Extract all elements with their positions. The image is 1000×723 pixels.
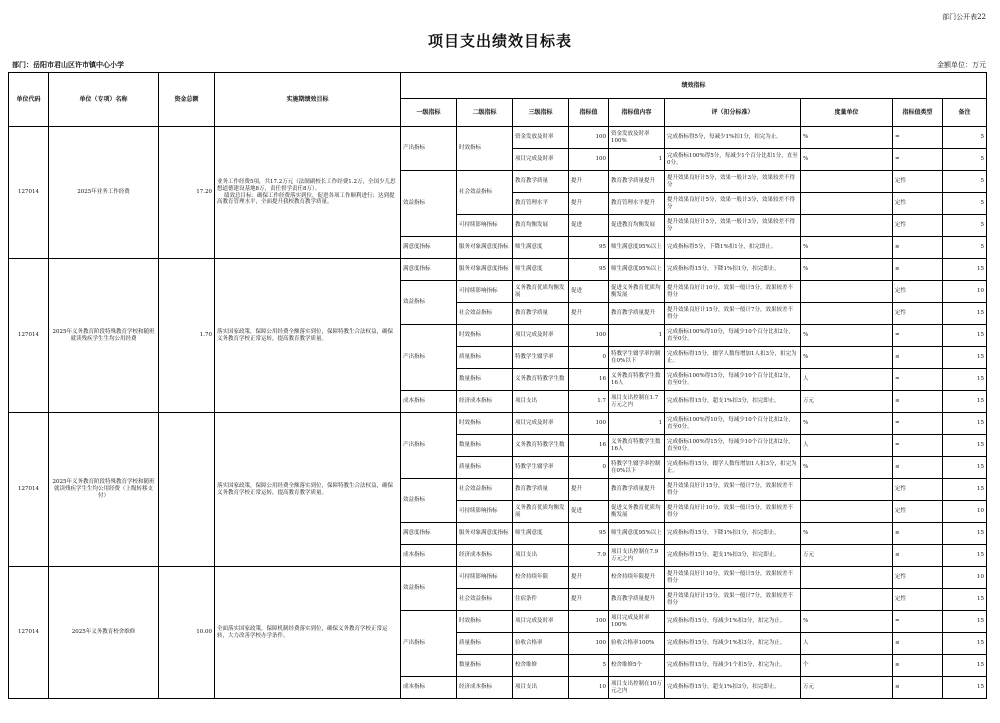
- note-cell: 5: [943, 237, 987, 259]
- measure-cell: [801, 567, 893, 589]
- level3-cell: 校舍持续年限: [513, 567, 569, 589]
- content-cell: 教育教学质量提升: [609, 479, 665, 501]
- value-type-cell: ≥: [893, 523, 943, 545]
- goal-cell: 落实国家政策，保障公用经费全额落实到位，保障特教生合法权益，确保义务教育学校正常运转，提高教育教学质量。: [215, 413, 401, 567]
- level2-cell: 经济成本指标: [457, 545, 513, 567]
- level3-cell: 特教学生辍学率: [513, 457, 569, 479]
- value-type-cell: ≥: [893, 655, 943, 677]
- page-title: 项目支出绩效目标表: [427, 32, 572, 50]
- scoring-cell: 提升效果良好计10分，效果一般计5分，效果较差不得分: [665, 567, 801, 589]
- value-cell: 提升: [569, 193, 609, 215]
- unit-code-cell: 127014: [9, 413, 49, 567]
- note-cell: 5: [943, 215, 987, 237]
- note-cell: 15: [943, 611, 987, 633]
- content-cell: 校舍持续年限提升: [609, 567, 665, 589]
- content-cell: 项目支出控制在7.9万元之内: [609, 545, 665, 567]
- level3-cell: 项目完成及时率: [513, 325, 569, 347]
- level2-cell: 数量指标: [457, 435, 513, 457]
- value-cell: 提升: [569, 589, 609, 611]
- unit-name-cell: 2025年业务工作经费: [49, 127, 159, 259]
- level3-cell: 项目完成及时率: [513, 413, 569, 435]
- measure-cell: [801, 171, 893, 193]
- note-cell: 5: [943, 149, 987, 171]
- table-row: [9, 127, 987, 149]
- level3-cell: 项目完成及时率: [513, 611, 569, 633]
- level3-cell: 师生满意度: [513, 237, 569, 259]
- scoring-cell: 提升效果良好计5分，效果一般计3分，效果较差不得分: [665, 215, 801, 237]
- level3-cell: 特教学生辍学率: [513, 347, 569, 369]
- level3-cell: 师生满意度: [513, 523, 569, 545]
- value-cell: 100: [569, 413, 609, 435]
- note-cell: 15: [943, 523, 987, 545]
- note-cell: 15: [943, 259, 987, 281]
- header-scoring: 评（扣分标准）: [665, 99, 801, 127]
- level3-cell: 义务教育特教学生数: [513, 369, 569, 391]
- note-cell: 15: [943, 435, 987, 457]
- table-row: [9, 259, 987, 281]
- content-cell: 教育教学质量提升: [609, 589, 665, 611]
- scoring-cell: 提升效果良好计5分，效果一般计3分，效果较差不得分: [665, 171, 801, 193]
- measure-cell: [801, 479, 893, 501]
- level3-cell: 教育教学质量: [513, 303, 569, 325]
- level2-cell: 经济成本指标: [457, 391, 513, 413]
- measure-cell: 人: [801, 369, 893, 391]
- value-type-cell: 定性: [893, 589, 943, 611]
- table-row: [9, 567, 987, 589]
- value-type-cell: =: [893, 435, 943, 457]
- header-measure: 度量单位: [801, 99, 893, 127]
- value-type-cell: =: [893, 149, 943, 171]
- level2-cell: 社会效益指标: [457, 479, 513, 501]
- level3-cell: 教育管理水平: [513, 193, 569, 215]
- header-goal: 实施期绩效目标: [215, 73, 401, 127]
- value-cell: 100: [569, 325, 609, 347]
- value-cell: 7.9: [569, 545, 609, 567]
- level2-cell: 质量指标: [457, 457, 513, 479]
- scoring-cell: 完成指标100%得10分，每减少10个百分比扣2分，直至0分。: [665, 325, 801, 347]
- value-cell: 16: [569, 435, 609, 457]
- header-fund-total: 资金总额: [159, 73, 215, 127]
- scoring-cell: 完成指标100%得5分，每减少1个百分比扣1分，直至0分。: [665, 149, 801, 171]
- level1-cell: 效益指标: [401, 281, 457, 325]
- level1-cell: 产出指标: [401, 325, 457, 391]
- level3-cell: 资金发放及时率: [513, 127, 569, 149]
- level1-cell: 成本指标: [401, 545, 457, 567]
- fund-total-cell: [159, 413, 215, 567]
- header-level1: 一级指标: [401, 99, 457, 127]
- value-cell: 促进: [569, 281, 609, 303]
- level3-cell: 校舍维修: [513, 655, 569, 677]
- scoring-cell: 提升效果良好计15分，效果一般计7分，效果较差不得分: [665, 303, 801, 325]
- header-value: 指标值: [569, 99, 609, 127]
- note-cell: 10: [943, 501, 987, 523]
- value-type-cell: =: [893, 611, 943, 633]
- level2-cell: 时效指标: [457, 325, 513, 347]
- value-type-cell: ≤: [893, 457, 943, 479]
- scoring-cell: 完成指标得15分，超支1%扣3分，扣完即止。: [665, 545, 801, 567]
- level1-cell: 效益指标: [401, 567, 457, 611]
- content-cell: 促进义务教育优质均衡发展: [609, 281, 665, 303]
- level3-cell: 项目支出: [513, 391, 569, 413]
- scoring-cell: 完成指标100%得15分，每减少10个百分比扣2分，直至0分。: [665, 435, 801, 457]
- level2-cell: 可持续影响指标: [457, 215, 513, 237]
- note-cell: 5: [943, 171, 987, 193]
- unit-name-cell: 2025年义务教育阶段特殊教育学校和随班就读残疾学生生均公用经费（上级转移支付）: [49, 413, 159, 567]
- level2-cell: 数量指标: [457, 369, 513, 391]
- content-cell: 资金发放及时率100%: [609, 127, 665, 149]
- content-cell: 师生满意度95%以上: [609, 523, 665, 545]
- note-cell: 15: [943, 655, 987, 677]
- value-cell: 10: [569, 677, 609, 699]
- unit-code-cell: 127014: [9, 259, 49, 413]
- header-content: 指标值内容: [609, 99, 665, 127]
- content-cell: 促进教育均衡发展: [609, 215, 665, 237]
- header-unit-name: 单位（专项）名称: [49, 73, 159, 127]
- level1-cell: 效益指标: [401, 479, 457, 523]
- scoring-cell: 完成指标得15分，每减少1个扣5分，扣完为止。: [665, 655, 801, 677]
- content-cell: 项目支出控制在10万元之内: [609, 677, 665, 699]
- content-cell: 项目支出控制在1.7万元之内: [609, 391, 665, 413]
- note-cell: 10: [943, 281, 987, 303]
- measure-cell: %: [801, 237, 893, 259]
- level2-cell: 数量指标: [457, 655, 513, 677]
- level1-cell: 满意度指标: [401, 259, 457, 281]
- value-type-cell: 定性: [893, 479, 943, 501]
- content-cell: 1: [609, 149, 665, 171]
- note-cell: 15: [943, 589, 987, 611]
- measure-cell: %: [801, 127, 893, 149]
- measure-cell: %: [801, 457, 893, 479]
- scoring-cell: 提升效果良好计10分，效果一般计5分，效果较差不得分: [665, 281, 801, 303]
- value-cell: 0: [569, 457, 609, 479]
- level2-cell: 服务对象满意度指标: [457, 237, 513, 259]
- note-cell: 15: [943, 325, 987, 347]
- level3-cell: 义务教育特教学生数: [513, 435, 569, 457]
- level3-cell: 教育教学质量: [513, 479, 569, 501]
- value-type-cell: ≤: [893, 545, 943, 567]
- level1-cell: 成本指标: [401, 391, 457, 413]
- unit-name-cell: 2025年义务教育校舍维修: [49, 567, 159, 699]
- measure-cell: 人: [801, 633, 893, 655]
- value-cell: 提升: [569, 567, 609, 589]
- value-cell: 100: [569, 149, 609, 171]
- value-type-cell: ≤: [893, 391, 943, 413]
- value-type-cell: ≤: [893, 347, 943, 369]
- fund-total-cell: 17.20: [159, 127, 215, 259]
- scoring-cell: 提升效果良好计15分，效果一般计7分，效果较差不得分: [665, 589, 801, 611]
- measure-cell: 万元: [801, 545, 893, 567]
- header-indicators: 绩效指标: [401, 73, 987, 99]
- value-type-cell: =: [893, 369, 943, 391]
- value-type-cell: ≥: [893, 259, 943, 281]
- header-level3: 三级指标: [513, 99, 569, 127]
- measure-cell: %: [801, 325, 893, 347]
- scoring-cell: 提升效果良好计5分，效果一般计3分，效果较差不得分: [665, 193, 801, 215]
- value-cell: 95: [569, 259, 609, 281]
- note-cell: 15: [943, 479, 987, 501]
- value-type-cell: 定性: [893, 303, 943, 325]
- content-cell: 义务教育特教学生数16人: [609, 435, 665, 457]
- value-cell: 促进: [569, 501, 609, 523]
- note-cell: 15: [943, 677, 987, 699]
- table-row: [9, 413, 987, 435]
- content-cell: 师生满意度95%以上: [609, 237, 665, 259]
- scoring-cell: 提升效果良好计15分，效果一般计7分，效果较差不得分: [665, 479, 801, 501]
- value-cell: 16: [569, 369, 609, 391]
- content-cell: 教育教学质量提升: [609, 303, 665, 325]
- content-cell: 师生满意度95%以上: [609, 259, 665, 281]
- value-type-cell: =: [893, 127, 943, 149]
- level2-cell: 服务对象满意度指标: [457, 259, 513, 281]
- note-cell: 15: [943, 413, 987, 435]
- scoring-cell: 完成指标得15分，每减少1%扣3分，扣完为止。: [665, 633, 801, 655]
- scoring-cell: 完成指标得15分，辍学人数每增加1人扣3分，扣完为止。: [665, 457, 801, 479]
- measure-cell: 人: [801, 435, 893, 457]
- measure-cell: %: [801, 259, 893, 281]
- note-cell: 15: [943, 347, 987, 369]
- scoring-cell: 完成指标100%得10分，每减少10个百分比扣2分，直至0分。: [665, 413, 801, 435]
- value-cell: 提升: [569, 479, 609, 501]
- value-type-cell: 定性: [893, 215, 943, 237]
- value-type-cell: 定性: [893, 193, 943, 215]
- level2-cell: 质量指标: [457, 347, 513, 369]
- value-cell: 0: [569, 347, 609, 369]
- value-cell: 95: [569, 523, 609, 545]
- value-cell: 5: [569, 655, 609, 677]
- value-type-cell: ≥: [893, 237, 943, 259]
- content-cell: 1: [609, 325, 665, 347]
- table-number-label: 部门公开表22: [942, 13, 986, 21]
- level3-cell: 教育教学质量: [513, 171, 569, 193]
- value-type-cell: 定性: [893, 501, 943, 523]
- note-cell: 15: [943, 633, 987, 655]
- content-cell: 校舍维修5个: [609, 655, 665, 677]
- value-cell: 100: [569, 633, 609, 655]
- level3-cell: 师生满意度: [513, 259, 569, 281]
- note-cell: 5: [943, 127, 987, 149]
- amount-unit-label: 金额单位：万元: [937, 61, 986, 69]
- value-cell: 100: [569, 127, 609, 149]
- goal-cell: 落实国家政策，保障公用经费全额落实到位，保障特教生合法权益，确保义务教育学校正常运转，提高教育教学质量。: [215, 259, 401, 413]
- scoring-cell: 完成指标得15分，超支1%扣3分，扣完即止。: [665, 677, 801, 699]
- measure-cell: %: [801, 611, 893, 633]
- table-body: [9, 127, 987, 699]
- level3-cell: 义务教育优质均衡发展: [513, 281, 569, 303]
- measure-cell: %: [801, 523, 893, 545]
- measure-cell: [801, 303, 893, 325]
- value-type-cell: =: [893, 325, 943, 347]
- unit-code-cell: 127014: [9, 567, 49, 699]
- level1-cell: 效益指标: [401, 171, 457, 237]
- level3-cell: 义务教育优质均衡发展: [513, 501, 569, 523]
- note-cell: 15: [943, 545, 987, 567]
- value-cell: 95: [569, 237, 609, 259]
- fund-total-cell: 10.00: [159, 567, 215, 699]
- measure-cell: [801, 193, 893, 215]
- level2-cell: 可持续影响指标: [457, 281, 513, 303]
- level1-cell: 满意度指标: [401, 523, 457, 545]
- level2-cell: 服务对象满意度指标: [457, 523, 513, 545]
- content-cell: 促进义务教育优质均衡发展: [609, 501, 665, 523]
- value-type-cell: ≤: [893, 677, 943, 699]
- note-cell: 10: [943, 567, 987, 589]
- level1-cell: 产出指标: [401, 611, 457, 677]
- value-cell: 提升: [569, 303, 609, 325]
- value-type-cell: ≤: [893, 633, 943, 655]
- measure-cell: [801, 589, 893, 611]
- goal-cell: 全面落实国家政策，保障机制经费落实到位，确保义务教育学校正常运转，大力改善学校办学条件。: [215, 567, 401, 699]
- level2-cell: 时效指标: [457, 127, 513, 171]
- value-type-cell: 定性: [893, 567, 943, 589]
- performance-table: [8, 72, 987, 699]
- measure-cell: 万元: [801, 391, 893, 413]
- level1-cell: 产出指标: [401, 127, 457, 171]
- level2-cell: 时效指标: [457, 413, 513, 435]
- scoring-cell: 完成指标得15分，下降1%扣1分，扣完即止。: [665, 259, 801, 281]
- department-label: 部门：岳阳市君山区许市镇中心小学: [12, 60, 124, 69]
- level1-cell: 满意度指标: [401, 237, 457, 259]
- scoring-cell: 完成指标得15分，辍学人数每增加1人扣3分，扣完为止。: [665, 347, 801, 369]
- unit-code-cell: 127014: [9, 127, 49, 259]
- header-unit-code: 单位代码: [9, 73, 49, 127]
- scoring-cell: 完成指标得15分，超支1%扣3分，扣完即止。: [665, 391, 801, 413]
- measure-cell: [801, 215, 893, 237]
- value-cell: 促进: [569, 215, 609, 237]
- content-cell: 义务教育特教学生数16人: [609, 369, 665, 391]
- level3-cell: 项目支出: [513, 677, 569, 699]
- scoring-cell: 完成指标得5分，每减少1%扣1分，扣完为止。: [665, 127, 801, 149]
- level3-cell: 项目完成及时率: [513, 149, 569, 171]
- measure-cell: %: [801, 413, 893, 435]
- scoring-cell: 完成指标100%得15分，每减少10个百分比扣2分，直至0分。: [665, 369, 801, 391]
- header-value-type: 指标值类型: [893, 99, 943, 127]
- scoring-cell: 完成指标得5分，下降1%扣1分，扣完即止。: [665, 237, 801, 259]
- level1-cell: 产出指标: [401, 413, 457, 479]
- level3-cell: 住宿条件: [513, 589, 569, 611]
- note-cell: 15: [943, 303, 987, 325]
- scoring-cell: 完成指标得15分，每减少1%扣3分，扣完为止。: [665, 611, 801, 633]
- level2-cell: 社会效益指标: [457, 589, 513, 611]
- measure-cell: [801, 501, 893, 523]
- level2-cell: 社会效益指标: [457, 171, 513, 215]
- note-cell: 15: [943, 369, 987, 391]
- level2-cell: 可持续影响指标: [457, 567, 513, 589]
- level2-cell: 社会效益指标: [457, 303, 513, 325]
- fund-total-cell: 1.70: [159, 259, 215, 413]
- level3-cell: 教育均衡发展: [513, 215, 569, 237]
- content-cell: 教育教学质量提升: [609, 171, 665, 193]
- measure-cell: 万元: [801, 677, 893, 699]
- unit-name-cell: 2025年义务教育阶段特殊教育学校和随班就读残疾学生生均公用经费: [49, 259, 159, 413]
- measure-cell: %: [801, 347, 893, 369]
- scoring-cell: 提升效果良好计10分，效果一般计5分，效果较差不得分: [665, 501, 801, 523]
- value-cell: 1.7: [569, 391, 609, 413]
- goal-cell: 业务工作经费5项，共17.2万元（法制副校长工作经费1.2万，全国少儿思想道德建设基地8万，责任督学责任8万）。 绩效总目标：确保工作经费落实到位，促进各项工作顺利进行；达到提高教育管理水平，全面提升我校教育教学质量。: [215, 127, 401, 259]
- value-type-cell: 定性: [893, 171, 943, 193]
- level1-cell: 成本指标: [401, 677, 457, 699]
- level2-cell: 时效指标: [457, 611, 513, 633]
- measure-cell: [801, 281, 893, 303]
- note-cell: 5: [943, 193, 987, 215]
- scoring-cell: 完成指标得15分，下降1%扣1分，扣完即止。: [665, 523, 801, 545]
- value-cell: 提升: [569, 171, 609, 193]
- measure-cell: 个: [801, 655, 893, 677]
- level2-cell: 可持续影响指标: [457, 501, 513, 523]
- note-cell: 15: [943, 391, 987, 413]
- note-cell: 15: [943, 457, 987, 479]
- level2-cell: 质量指标: [457, 633, 513, 655]
- value-type-cell: =: [893, 413, 943, 435]
- header-note: 备注: [943, 99, 987, 127]
- content-cell: 项目完成及时率100%: [609, 611, 665, 633]
- value-type-cell: 定性: [893, 281, 943, 303]
- header-level2: 二级指标: [457, 99, 513, 127]
- value-cell: 100: [569, 611, 609, 633]
- content-cell: 1: [609, 413, 665, 435]
- content-cell: 特教学生辍学率控制在0%以下: [609, 347, 665, 369]
- content-cell: 教育管理水平提升: [609, 193, 665, 215]
- content-cell: 特教学生辍学率控制在0%以下: [609, 457, 665, 479]
- measure-cell: %: [801, 149, 893, 171]
- level3-cell: 项目支出: [513, 545, 569, 567]
- content-cell: 验收合格率100%: [609, 633, 665, 655]
- level2-cell: 经济成本指标: [457, 677, 513, 699]
- level3-cell: 验收合格率: [513, 633, 569, 655]
